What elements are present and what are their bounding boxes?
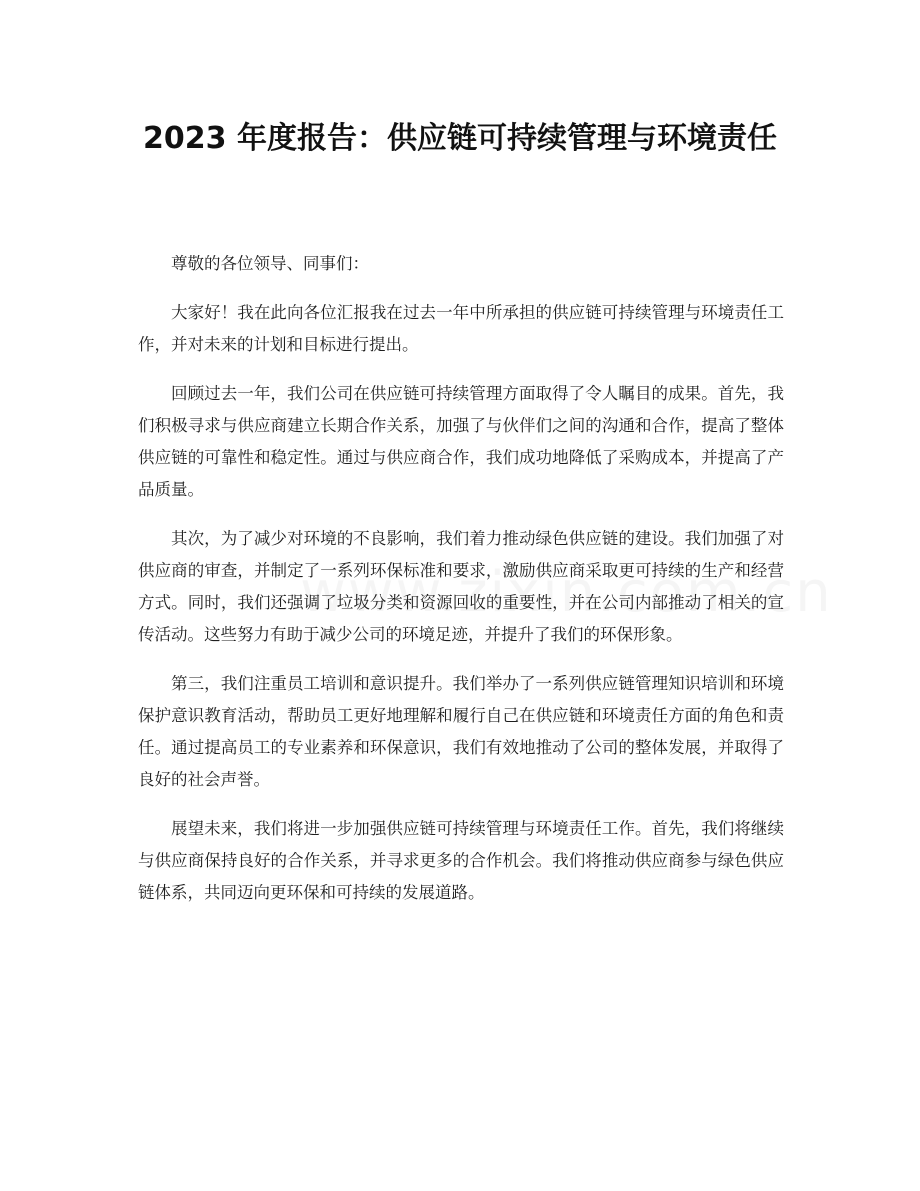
- paragraph-review: 回顾过去一年，我们公司在供应链可持续管理方面取得了令人瞩目的成果。首先，我们积极寻求与供应商建立长期合作关系，加强了与伙伴们之间的沟通和合作，提高了整体供应链的可靠性和稳定性。通过与供应商合作，我们成功地降低了采购成本，并提高了产品质量。: [138, 384, 784, 499]
- paragraph-green-supply-chain: 其次，为了减少对环境的不良影响，我们着力推动绿色供应链的建设。我们加强了对供应商的审查，并制定了一系列环保标准和要求，激励供应商采取更可持续的生产和经营方式。同时，我们还强调了垃圾分类和资源回收的重要性，并在公司内部推动了相关的宣传活动。这些努力有助于减少公司的环境足迹，并提升了我们的环保形象。: [138, 529, 784, 644]
- document-title: 2023 年度报告：供应链可持续管理与环境责任: [143, 121, 777, 156]
- salutation: 尊敬的各位领导、同事们：: [171, 254, 369, 273]
- paragraph-training: 第三，我们注重员工培训和意识提升。我们举办了一系列供应链管理知识培训和环境保护意识教育活动，帮助员工更好地理解和履行自己在供应链和环境责任方面的角色和责任。通过提高员工的专业素养和环保意识，我们有效地推动了公司的整体发展，并取得了良好的社会声誉。: [138, 674, 784, 789]
- document-body: [138, 248, 784, 926]
- paragraph-intro: 大家好！我在此向各位汇报我在过去一年中所承担的供应链可持续管理与环境责任工作，并对未来的计划和目标进行提出。: [138, 303, 784, 354]
- paragraph-outlook: 展望未来，我们将进一步加强供应链可持续管理与环境责任工作。首先，我们将继续与供应商保持良好的合作关系，并寻求更多的合作机会。我们将推动供应商参与绿色供应链体系，共同迈向更环保和可持续的发展道路。: [138, 819, 784, 902]
